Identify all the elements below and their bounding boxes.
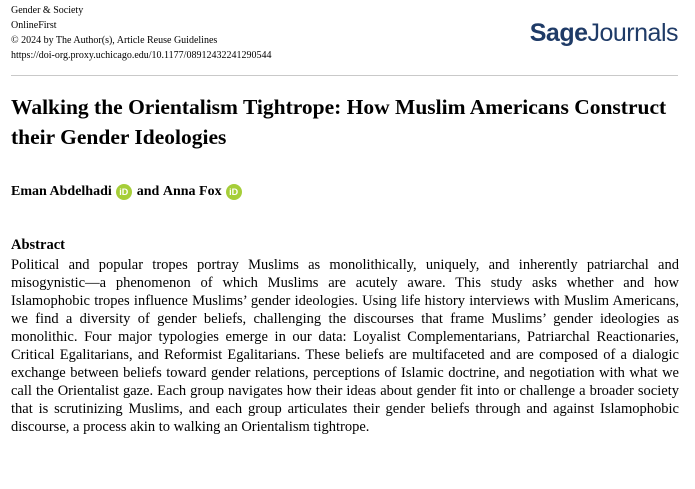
brand-part-2: Journals [587,19,678,47]
copyright-line[interactable]: © 2024 by The Author(s), Article Reuse Guidelines [11,35,218,46]
author-name[interactable]: Anna Fox [162,184,222,199]
author-list [11,184,247,200]
publication-status: OnlineFirst [11,20,57,31]
article-metadata [11,3,271,63]
abstract-body: Political and popular tropes portray Muslims as monolithically, uniquely, and inherently patriarchal and misogynistic—a phenomenon of which Muslims are acutely aware. This study asks whether and how Islamophobic tropes influence Muslims’ gender ideologies. Using life history interviews with Muslim Americans, we find a diversity of gender beliefs, challenging the discourses that frame Muslims’ gender ideologies as monolithic. Four major typologies emerge in our data: Loyalist Complementarians, Patriarchal Reactionaries, Critical Egalitarians, and Reformist Egalitarians. These beliefs are multifaceted and are composed of a dialogic exchange between beliefs toward gender relations, perceptions of Islamic doctrine, and negotiation with what we call the Orientalist gaze. Each group navigates how their ideas about gender fit into or challenge a broader society that is scrutinizing Muslims, and each group articulates their gender beliefs through and against Islamophobic discourse, a process akin to walking an Orientalism tightrope. [11,257,679,435]
author-joiner: and [136,184,160,199]
journal-name: Gender & Society [11,5,84,16]
author-name[interactable]: Eman Abdelhadi [11,184,112,199]
brand-part-1: Sage [529,19,588,47]
article-title: Walking the Orientalism Tightrope: How Muslim Americans Construct their Gender Ideologies [11,95,667,149]
doi-link[interactable]: https://doi-org.proxy.uchicago.edu/10.1177/08912432241290544 [11,50,272,61]
orcid-icon[interactable]: iD [226,184,242,200]
sage-journals-logo[interactable] [530,19,678,48]
abstract-heading: Abstract [11,237,65,253]
orcid-icon[interactable]: iD [116,184,132,200]
header-divider [11,75,678,76]
